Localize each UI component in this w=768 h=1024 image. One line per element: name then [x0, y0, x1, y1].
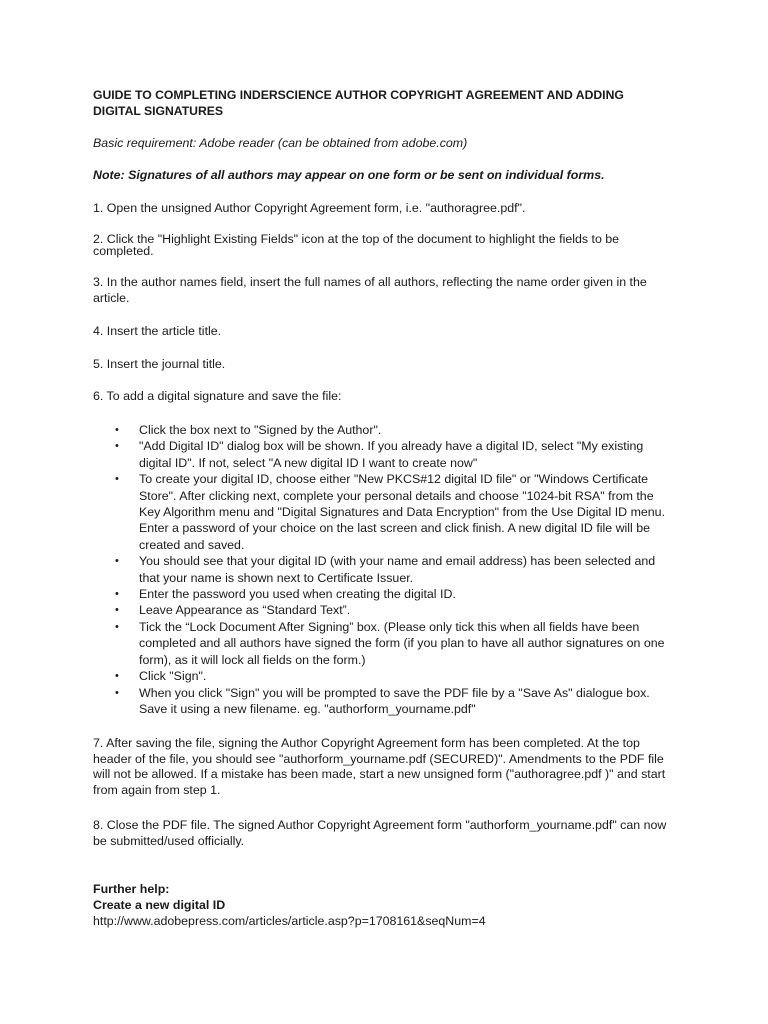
bullet-icon: • [115, 555, 119, 568]
list-item: • To create your digital ID, choose either "New PKCS#12 digital ID file" or "Windows Certificate Store". After clicking next, complete your personal details and choose "1024-bit RSA" from the Key Algorithm menu and "Digital Signatures and Data Encryption" from the Use Digital ID menu. Enter a password of your choice on the last screen and click finish. A new digital ID file will be created and saved. [115, 472, 666, 552]
step-6: 6. To add a digital signature and save the file: [93, 389, 342, 403]
signature-steps-list [93, 422, 673, 717]
step-8: 8. Close the PDF file. The signed Author Copyright Agreement form "authorform_yourname.pdf" can now be submitted/used officially. [93, 818, 667, 848]
bullet-icon: • [115, 440, 119, 453]
help-link[interactable]: http://www.adobepress.com/articles/article.asp?p=1708161&seqNum=4 [93, 914, 486, 928]
list-item: • Enter the password you used when creating the digital ID. [115, 587, 456, 602]
step-1: 1. Open the unsigned Author Copyright Agreement form, i.e. "authoragree.pdf". [93, 201, 526, 215]
document-title: GUIDE TO COMPLETING INDERSCIENCE AUTHOR COPYRIGHT AGREEMENT AND ADDING DIGITAL SIGNATURES [93, 88, 624, 118]
create-digital-id-heading: Create a new digital ID [93, 898, 226, 912]
bullet-icon: • [115, 670, 119, 683]
further-help-heading: Further help: [93, 882, 170, 896]
list-item: • Click "Sign". [115, 669, 207, 684]
step-5: 5. Insert the journal title. [93, 357, 226, 371]
list-item: • You should see that your digital ID (with your name and email address) has been selected and that your name is shown next to Certificate Issuer. [115, 554, 656, 585]
bullet-icon: • [115, 620, 119, 633]
note: Note: Signatures of all authors may appear on one form or be sent on individual forms. [93, 168, 605, 182]
bullet-icon: • [115, 686, 119, 699]
list-item: • Tick the “Lock Document After Signing” box. (Please only tick this when all fields have been completed and all authors have signed the form (if you plan to have all author signatures on one form), as it will lock all fields on the form.) [115, 619, 665, 667]
list-item: • Leave Appearance as “Standard Text”. [115, 603, 351, 618]
list-item: • When you click "Sign" you will be prompted to save the PDF file by a "Save As" dialogue box. Save it using a new filename. eg. "authorform_yourname.pdf" [115, 685, 650, 716]
bullet-icon: • [115, 424, 119, 436]
bullet-icon: • [115, 588, 119, 601]
bullet-icon: • [115, 604, 119, 617]
list-item: • "Add Digital ID" dialog box will be shown. If you already have a digital ID, select "My existing digital ID". If not, select "A new digital ID I want to create now" [115, 439, 644, 470]
list-item: • Click the box next to "Signed by the Author". [115, 423, 382, 437]
basic-requirement: Basic requirement: Adobe reader (can be obtained from adobe.com) [93, 136, 468, 150]
bullet-icon: • [115, 473, 119, 486]
step-2: 2. Click the "Highlight Existing Fields" icon at the top of the document to highlight the fields to be completed. [93, 232, 620, 258]
step-4: 4. Insert the article title. [93, 324, 222, 338]
step-3: 3. In the author names field, insert the full names of all authors, reflecting the name order given in the article. [93, 275, 647, 305]
step-7: 7. After saving the file, signing the Author Copyright Agreement form has been completed. At the top header of the file, you should see "authorform_yourname.pdf (SECURED)". Amendments to the PDF file will not be allowed. If a mistake has been made, start a new unsigned form ("authoragree.pdf )" and start from again from step 1. [93, 736, 666, 797]
